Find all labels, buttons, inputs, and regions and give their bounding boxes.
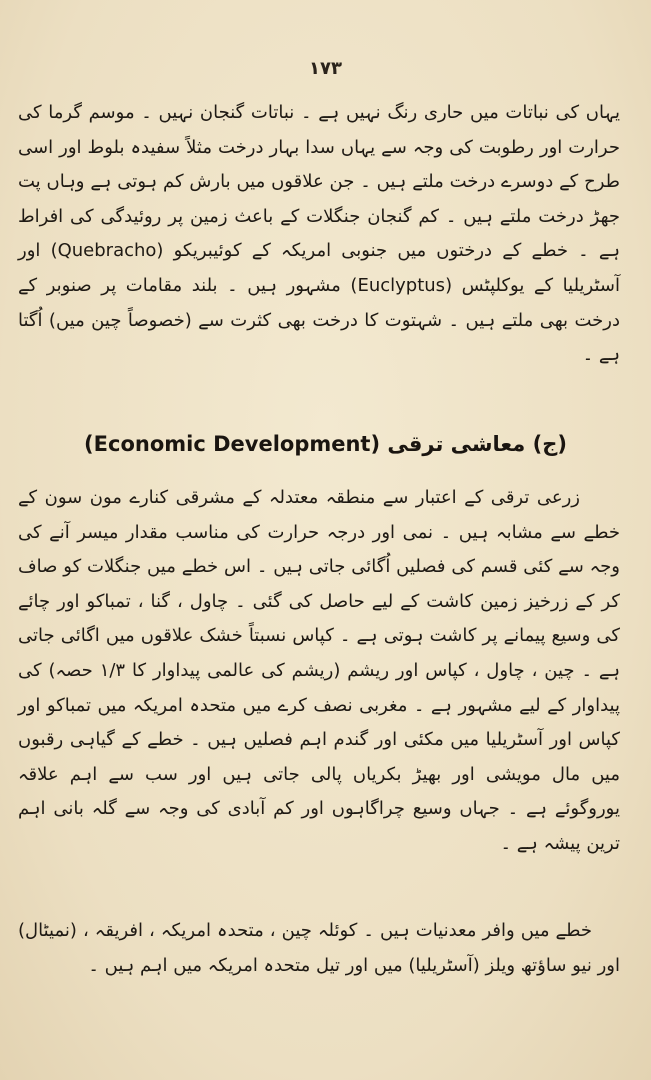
paragraph-agriculture: زرعی ترقی کے اعتبار سے منطقہ معتدلہ کے مشرقی کنارے مون سون کے خطے سے مشابہ ہیں ۔ نمی اور درجہ حرارت کی مناسب مقدار میسر آنے کی وجہ سے کئی قسم کی فصلیں اُگائی جاتی ہیں ۔ اس خطے میں جنگلات کو صاف کر کے زرخیز زمین کاشت کے لیے حاصل کی گئی ۔ چاول ، گنا ، تمباکو اور چائے کی وسیع پیمانے پر کاشت ہوتی ہے ۔ کپاس نسبتاً خشک علاقوں میں اگائی جاتی ہے ۔ چین ، چاول ، کپاس اور ریشم (ریشم کی عالمی پیداوار کا ۱/۳ حصہ) کی پیداوار کے لیے مشہور ہے ۔ مغربی نصف کرے میں متحدہ امریکہ میں تمباکو اور کپاس اور آسٹریلیا میں مکئی اور گندم اہم فصلیں ہیں ۔ خطے کے گیاہی رقبوں میں مال مویشی اور بھیڑ بکریاں پالی جاتی ہیں اور سب سے اہم علاقہ یوروگوئے ہے ۔ جہاں وسیع چراگاہوں اور کم آبادی کی وجہ سے گلہ بانی اہم ترین پیشہ ہے ۔ xyxy=(18,487,620,854)
paragraph-vegetation: یہاں کی نباتات میں حاری رنگ نہیں ہے ۔ نباتات گنجان نہیں ۔ موسم گرما کی حرارت اور رطوبت کی وجہ سے یہاں سدا بہار درخت مثلاً سفیدہ بلوط اور اسی طرح کے دوسرے درخت ملتے ہیں ۔ جن علاقوں میں بارش کم ہوتی ہے وہاں پت جھڑ درخت ملتے ہیں ۔ کم گنجان جنگلات کے باعث زمین پر روئیدگی کی افراط ہے ۔ خطے کے درختوں میں جنوبی امریکہ کے کوئیبریکو (Quebracho) اور آسٹریلیا کے یوکلپٹس (Euclyptus) مشہور ہیں ۔ بلند مقامات پر صنوبر کے درخت بھی ملتے ہیں ۔ شہتوت کا درخت بھی کثرت سے (خصوصاً چین میں) اُگتا ہے ۔ xyxy=(18,102,620,366)
page-number: ۱۷۳ xyxy=(309,58,342,79)
section-heading-economic-development: (ج) معاشی ترقی (Economic Development) xyxy=(84,432,567,456)
paragraph-minerals: خطے میں وافر معدنیات ہیں ۔ کوئلہ چین ، متحدہ امریکہ ، افریقہ ، (نمیٹال) اور نیو ساؤتھ ویلز (آسٹریلیا) میں اور تیل متحدہ امریکہ میں اہم ہیں ۔ xyxy=(18,920,620,976)
